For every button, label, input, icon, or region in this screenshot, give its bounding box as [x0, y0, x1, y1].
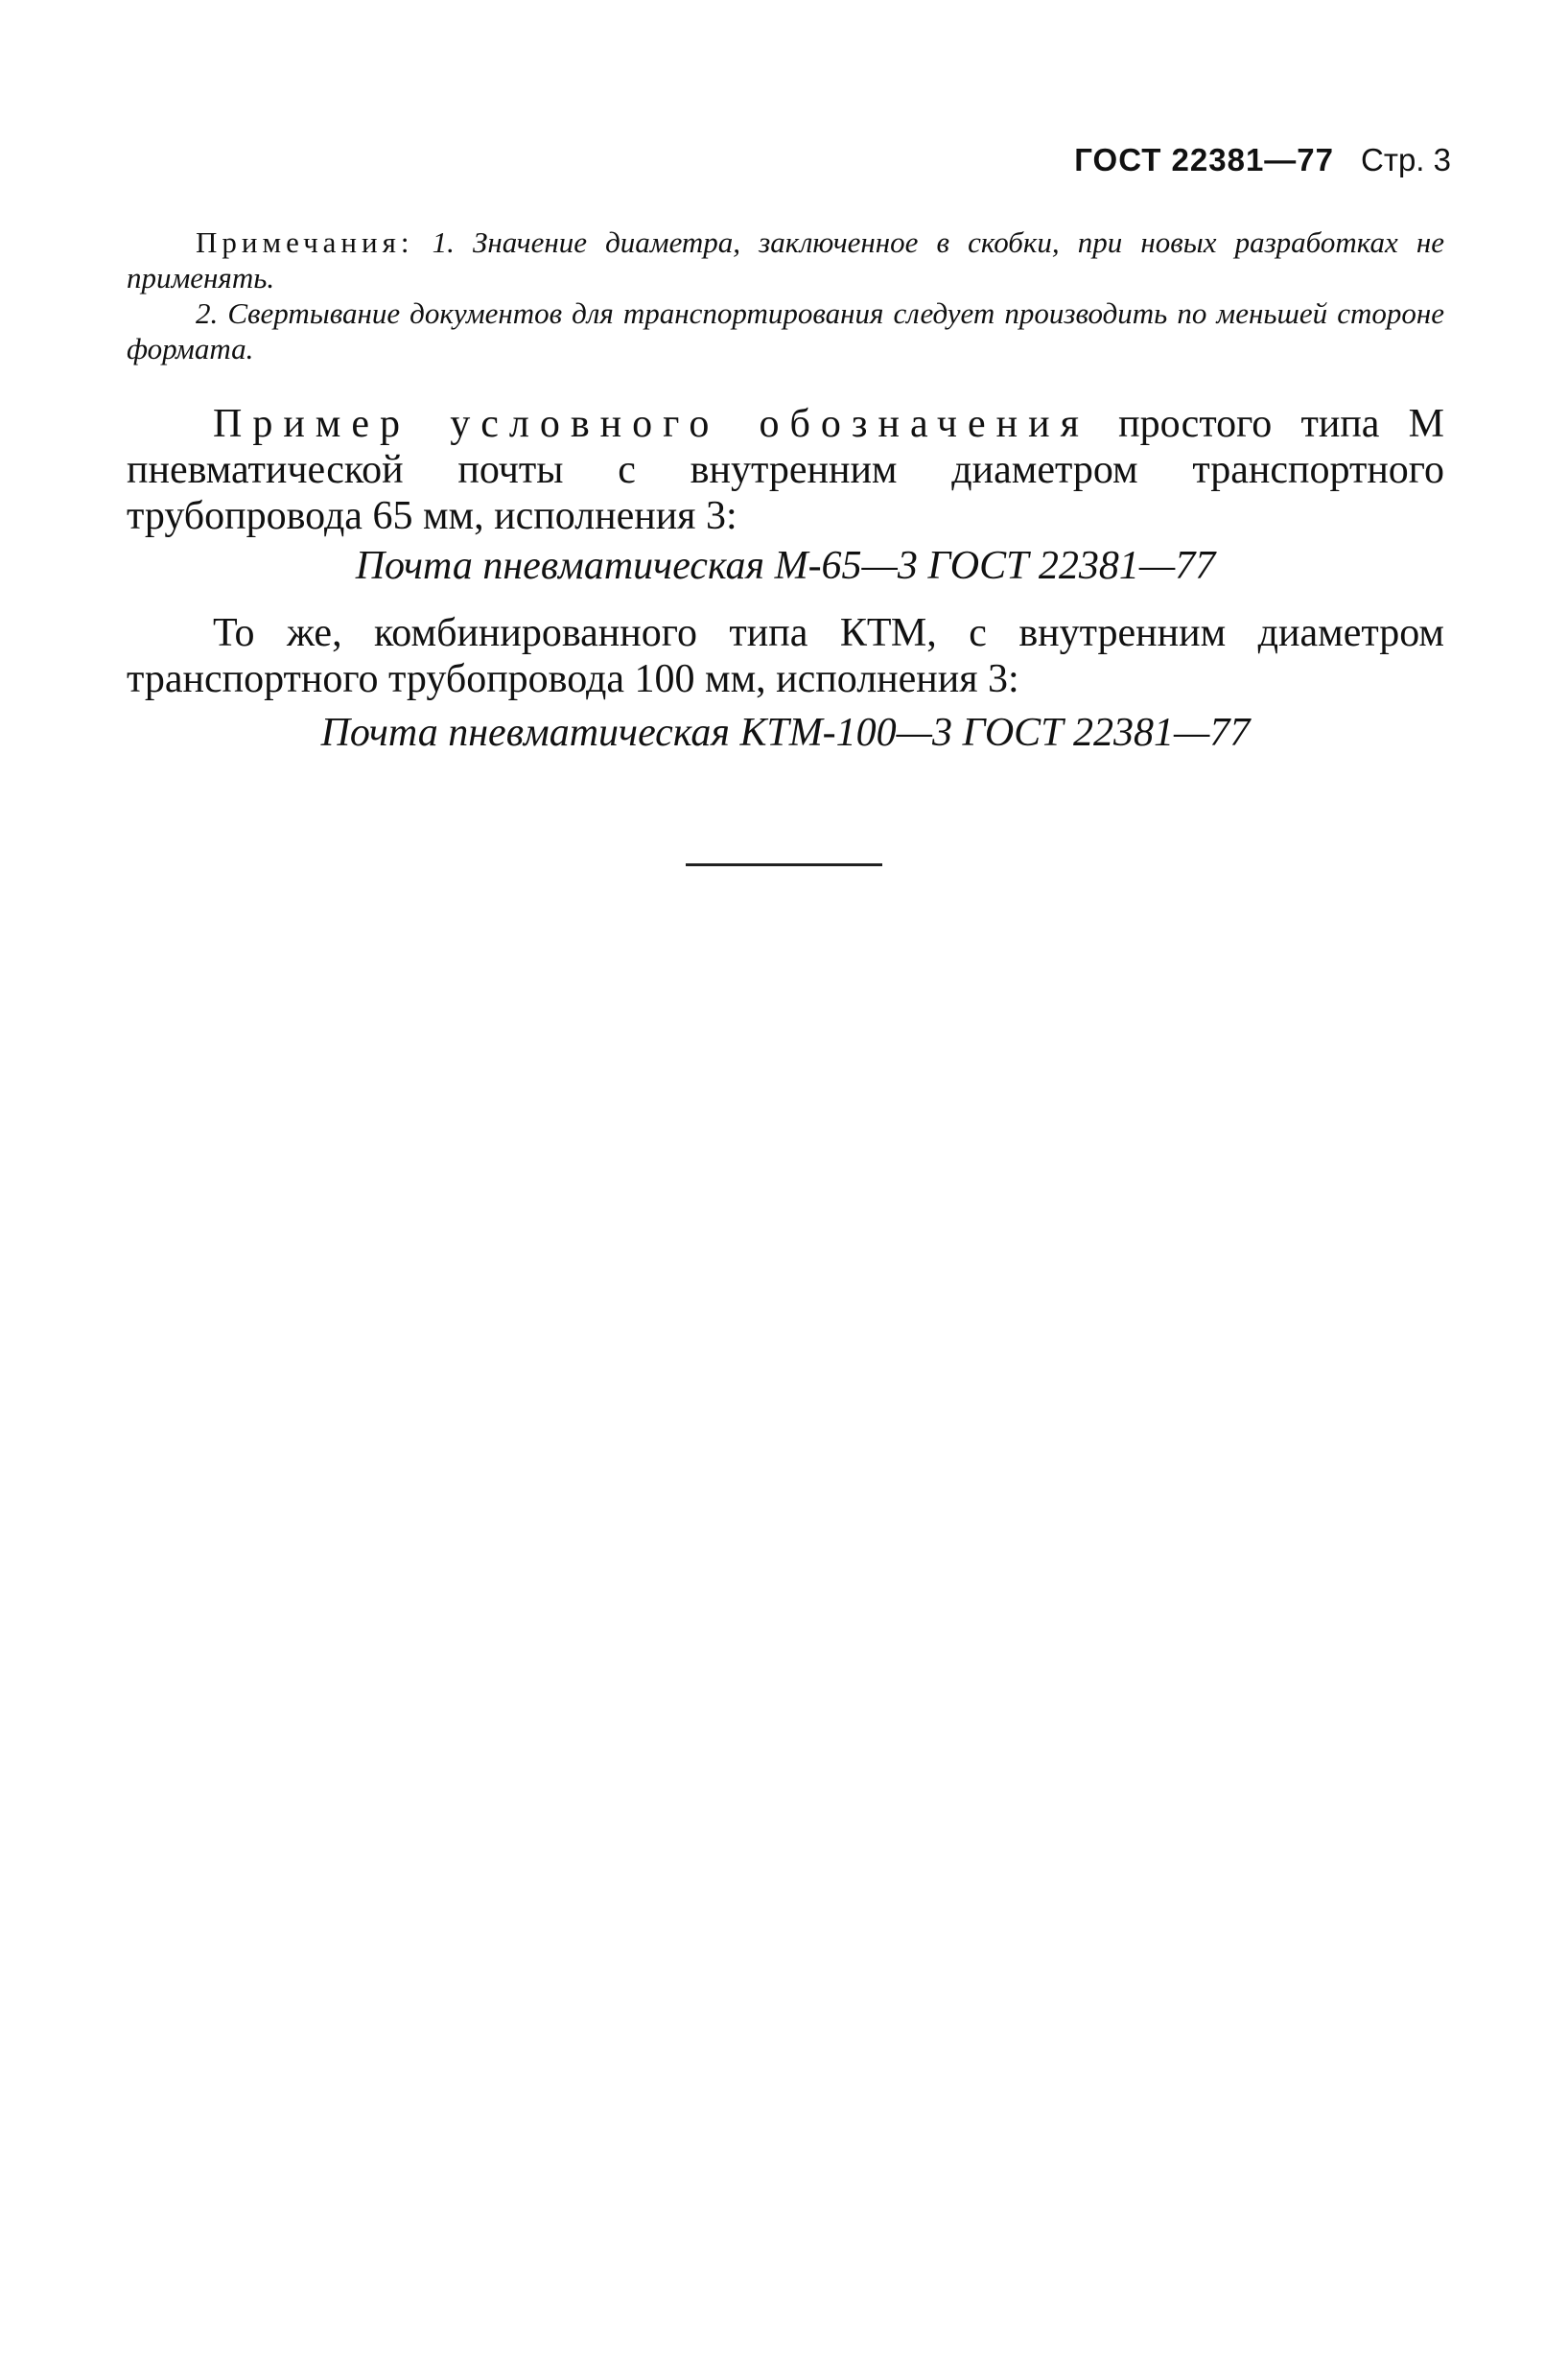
- note-1-text: 1. Значение диаметра, заключенное в скобки, при новых разработках не применять.: [127, 225, 1444, 294]
- designation-2: Почта пневматическая КТМ-100—3 ГОСТ 22381—77: [320, 711, 1251, 755]
- designation-1: Почта пневматическая М-65—3 ГОСТ 22381—77: [355, 544, 1216, 588]
- end-rule: [686, 863, 882, 866]
- example-1-paragraph: [127, 401, 1444, 539]
- example-2-text: То же, комбинированного типа КТМ, с внутренним диаметром транспортного трубопровода 100 мм, исполнения 3:: [127, 611, 1444, 701]
- notes-block: [127, 224, 1444, 366]
- note-1: [127, 224, 1444, 295]
- page-header: [1074, 142, 1451, 178]
- note-2: 2. Свертывание документов для транспортирования следует производить по меньшей стороне формата.: [127, 296, 1444, 365]
- notes-lead: Примечания:: [196, 225, 414, 259]
- example-2-paragraph: [127, 610, 1444, 702]
- example-lead: Пример условного обозначения: [213, 402, 1089, 446]
- example-1-text: простого типа М пневматической почты с внутренним диаметром транспортного трубопровода 65 мм, исполнения 3:: [127, 402, 1444, 538]
- page-number: Стр. 3: [1361, 142, 1451, 177]
- standard-number: ГОСТ 22381—77: [1074, 142, 1334, 177]
